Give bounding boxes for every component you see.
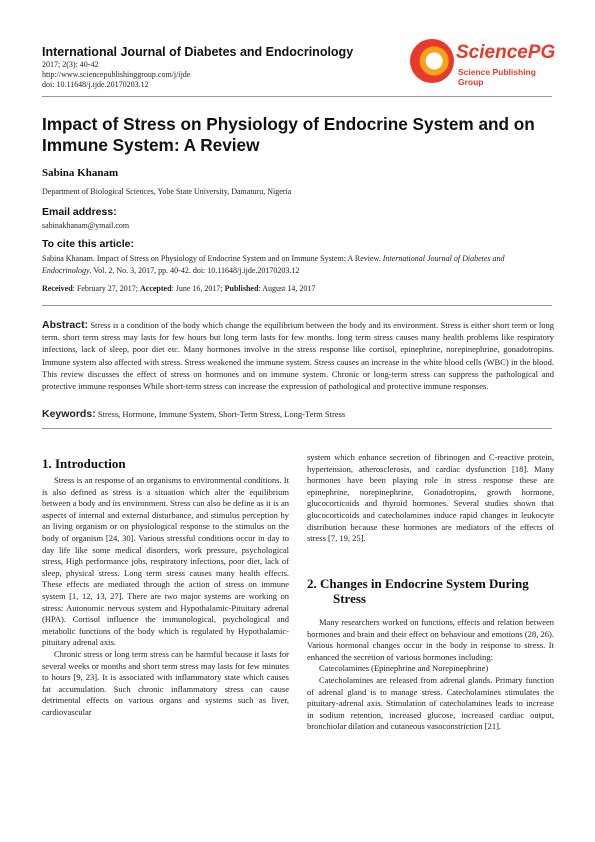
paragraph: Stress is an response of an organisms to environmental conditions. It is also defined as stress is a situation which alter the equilibrium between a body and its environment. Stress can also be define as it is an aspects of internal and external disturbance, and stimulus perception by an living organism or on physiological response to the stimulus on the body of organism [24, 30]. Various stressful conditions occur in day to day life like some medical disorders, work pressure, psychological stress, High performance jobs, respiratory infections, poor diet, lack of sleep, physical stress. Long term stress causes many health effects. These effects are mediated through the action of stress on immune system [1, 12, 13, 27]. There are two major systems are working on stress: Autonomic nervous system and Hypothalamic-Pituitary adrenal (HPA). Cortisol influence the immunological, psychological and metabolic functions of the body which is regulated by Hypothalamic-pituitary adrenal axis. — [42, 475, 289, 648]
section-2-heading: 2. Changes in Endocrine System During Stress — [307, 576, 529, 606]
abstract-text: Stress is a condition of the body which change the equilibrium between the body and its environment. Stress is either short term or long term. short term stress may lasts for few hours but long term lasts for few months. long term stress causes many health problems like respiratory infections, lack of sleep, poor diet etc. Many hormones involve in the stress response like cortisol, epinephrine, norepinephrine, gonadotropins. Immune system also affected with stress. Stress weakened the immune system. Stress causes an increase in the white blood cells (WBC) in the blood. This review discusses the effect of stress on hormones and on immune system. Chronic or long-term stress can suppress the pathological and protective immune responses While short-term stress can increase the expression of pathological and protective immune responses. — [42, 320, 554, 392]
email-address[interactable]: sabinakhanam@ymail.com — [42, 221, 130, 230]
paragraph: Catecholamines are released from adrenal glands. Primary function of adrenal gland is to manage stress. Catecholamines stimulates the pituitary-adrenal axis. Stimulation of catecholamines leads to increase in sodium retention, increased glucose, increased cardiac output, bronchiolar dilation and cutaneous vasoconstriction [21]. — [307, 674, 554, 732]
logo-emblem-icon — [410, 39, 454, 83]
received-label: Received — [42, 284, 73, 293]
paragraph: system which enhance secretion of fibrinogen and C-reactive protein, hypertension, atherosclerosis, and cardiac dysfunction [18]. Many hormones have been playing role in stress response these are epinephrine, norepinephrine, Gonadotropins, growth hormone, glucocorticoids and thyroid hormones. Several studies shown that glucocorticoids and catecholamines induce rapid changes in leukocyte distribution because these hormones are mediators of the effects of stress [7, 19, 25]. — [307, 452, 554, 544]
citation — [42, 253, 554, 277]
author-name: Sabina Khanam — [42, 167, 119, 179]
doi-info: doi: 10.11648/j.ijde.20170203.12 — [42, 80, 149, 89]
citation-journal: International Journal of Diabetes and Endocrinology — [42, 254, 505, 275]
paper-title: Impact of Stress on Physiology of Endocrine System and on Immune System: A Review — [42, 114, 535, 155]
email-label: Email address: — [42, 206, 117, 218]
header-divider — [42, 96, 552, 97]
journal-url[interactable]: http://www.sciencepublishinggroup.com/j/ijde — [42, 70, 191, 79]
published-label: Published — [224, 284, 259, 293]
right-column — [307, 452, 554, 545]
keywords-label: Keywords: — [42, 408, 96, 420]
paragraph: Many researchers worked on functions, effects and relation between hormones and brain and their effect on behaviour and emotions (28, 26). Various hormonal changes occur in the body in response to stress. It enhanced the secretion of various hormones including: — [307, 617, 554, 662]
journal-title: International Journal of Diabetes and Endocrinology — [42, 45, 354, 59]
logo-name: SciencePG — [456, 42, 556, 63]
published-date: : August 14, 2017 — [258, 284, 316, 293]
abstract — [42, 319, 554, 392]
publisher-logo — [410, 36, 560, 90]
left-column — [42, 475, 289, 718]
cite-label: To cite this article: — [42, 238, 134, 250]
citation-text-1: Sabina Khanam. Impact of Stress on Physiology of Endocrine System and on Immune System: A Review. — [42, 254, 381, 263]
right-column-section-2 — [307, 617, 554, 733]
keywords-text: Stress, Hormone, Immune System, Short-Term Stress, Long-Term Stress — [97, 409, 346, 419]
received-date: : February 27, 2017; — [72, 284, 140, 293]
keywords-divider — [42, 428, 552, 429]
citation-text-2: . Vol. 2, No. 3, 2017, pp. 40-42. doi: 10.11648/j.ijde.20170203.12 — [89, 266, 300, 275]
issue-info: 2017; 2(3): 40-42 — [42, 60, 99, 69]
keywords — [42, 408, 554, 420]
section-1-heading: 1. Introduction — [42, 456, 126, 471]
logo-subtitle: Science Publishing Group — [458, 67, 536, 87]
accepted-label: Accepted — [139, 284, 172, 293]
abstract-divider-top — [42, 305, 552, 306]
affiliation: Department of Biological Sciences, Yobe State University, Damaturu, Nigeria — [42, 187, 292, 196]
accepted-date: : June 16, 2017; — [171, 284, 225, 293]
publication-dates — [42, 284, 315, 293]
paragraph: Chronic stress or long term stress can be harmful because it lasts for several weeks or months and short term stress may lasts for few minutes to hours [9, 23]. It is associated with inflammatory state which causes fat accumulation. Such chronic inflammatory stress can cause detrimental effects on various organs and systems such as liver, cardiovascular — [42, 648, 289, 717]
paragraph: Catecolamines (Epinephrine and Norepinephrine) — [319, 663, 489, 674]
abstract-label: Abstract: — [42, 319, 89, 331]
